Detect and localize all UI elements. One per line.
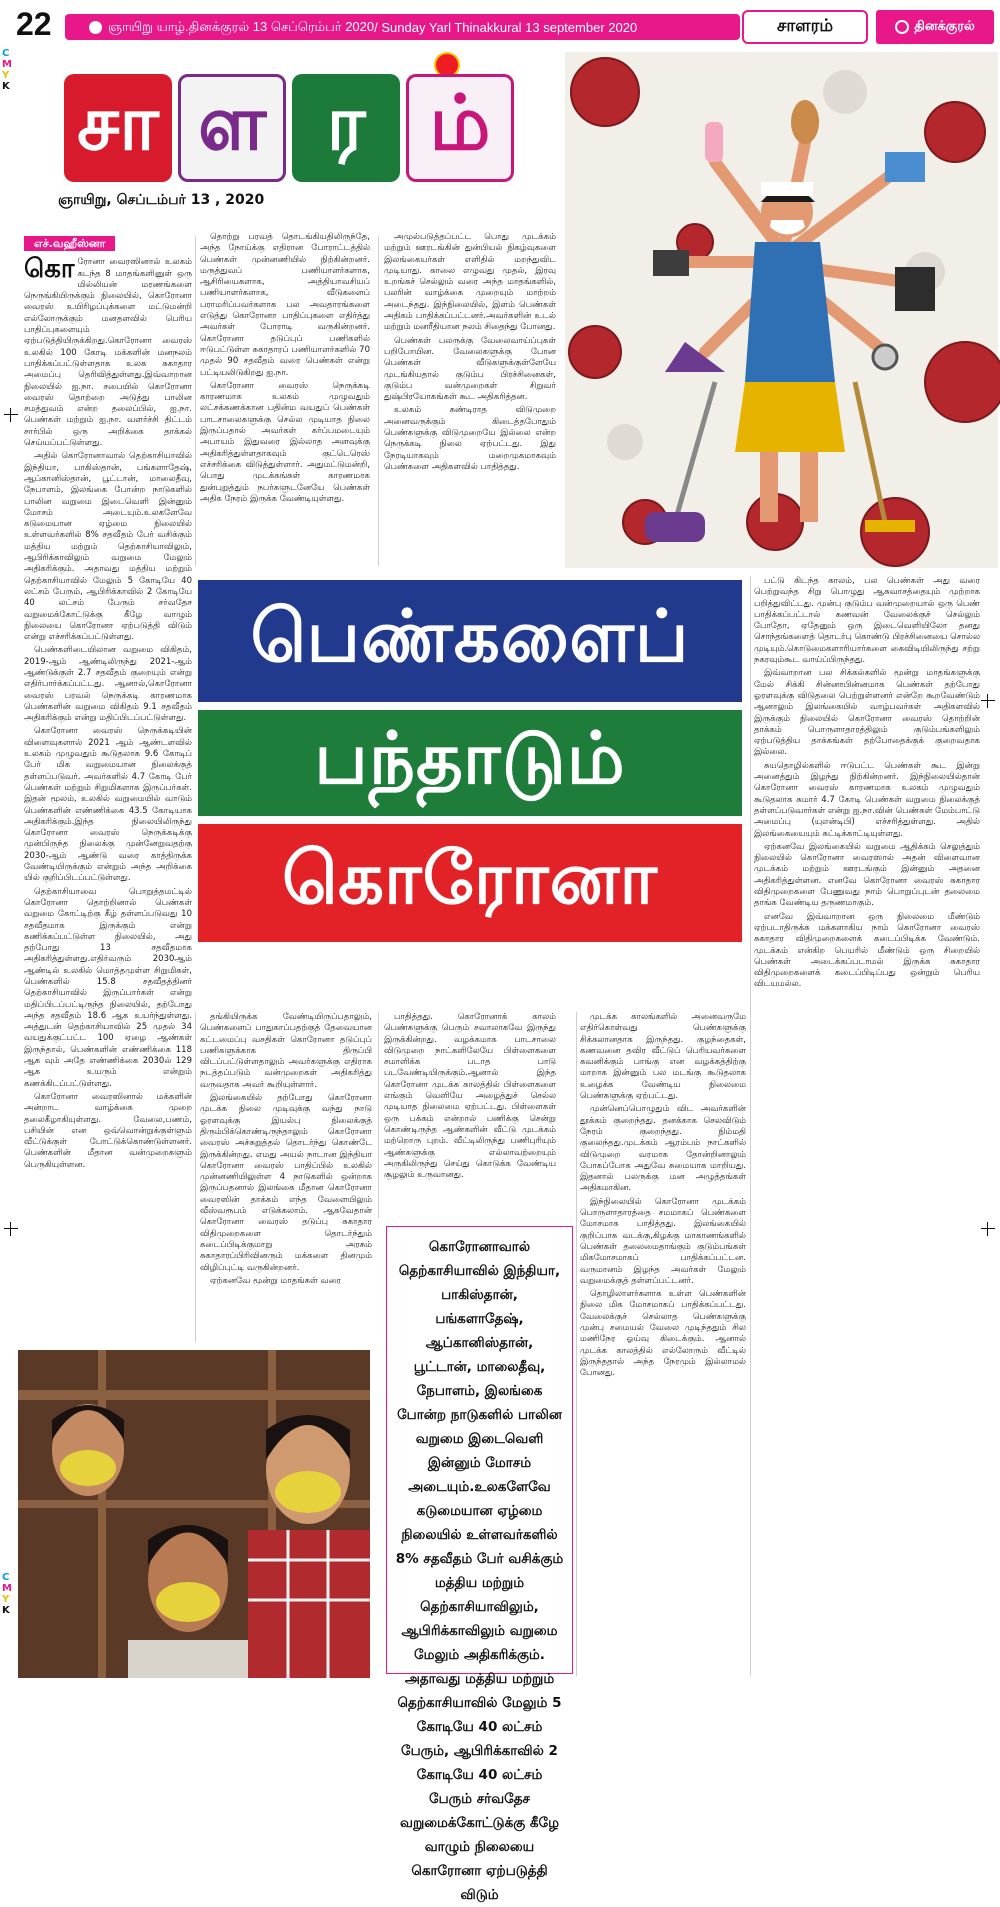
- registration-mark-icon: [981, 1222, 995, 1236]
- column-divider: [195, 1012, 196, 1342]
- paragraph: கொரோனா வைரஸ் நெருக்கடி காரணமாக உலகம் முழுவதும் லட்சக்கணக்கான பதின்ம வயதுப் பெண்கள் பாடசாலைகளுக்கு செல்ல முடியாத நிலை இருப்பதால் அவர்கள் கர்ப்பமடையும் அபாயம் இதுவரை இல்லாத அளவுக்கு அதிகரித்துள்ளதாகவும் குட்டெரெஸ் எச்சரிக்கை விடுத்துள்ளார். அதுமட்டுமன்றி, பொது முடக்கங்கள் காரணமாக துன்புறுத்தும் நபர்களுடனேயே பெண்கள் அதிக நேரம் இருக்க வேண்டியுள்ளது.: [200, 380, 370, 504]
- column-divider: [576, 1012, 577, 1676]
- paragraph: ஏற்கனவே மூன்று மாதங்கள் வரை: [210, 1275, 342, 1286]
- headline-line-2-wrap: [198, 710, 742, 816]
- cmyk-mark-top: C M Y K: [2, 48, 12, 92]
- paragraph: சுயதொழில்களில் ஈடுபட்ட பெண்கள் கூட இன்று அனைத்தும் இழந்து நிற்கின்றனர். இந்நிலையில்தான் கொரோனா வைரஸ் காரணமாக உலகம் முழுவதும் கூடுதலாக சுமார் 4.7 கோடி பெண்கள் வறுமை நிலைக்குத் தள்ளப்படுவார்கள் என்று ஐ.நா.வின் பெண்கள் மேம்பாட்டு அமைப்பு (யுஎன்டிபி) எச்சரித்துள்ளது. அதில் இலங்கையையும் சுட்டிக்காட்டியுள்ளது.: [754, 760, 980, 839]
- paragraph: தொழிலாளர்களாக உள்ள பெண்களின் நிலை மிக மோசமாகப் பாதிக்கப்பட்டது. வேலைக்குச் செல்லாத பெண்களுக்கு முன்பு சமையல் வேலை முடிந்ததும் சில மணிநேர ஓய்வு கிடைக்கும். ஆனால் முடக்க காலத்தில் எல்லோரும் வீட்டில் இருந்ததால் அந்த நேரமும் இல்லாமல் போனது.: [580, 1289, 746, 1379]
- article-column-2-top: [200, 232, 370, 568]
- date-line-tamil: ஞாயிறு யாழ்.தினக்குரல் 13 செப்ரெம்பர் 2020: [108, 18, 375, 34]
- article-column-3-bottom: [384, 1012, 556, 1218]
- date-strip: [65, 14, 740, 40]
- dropcap: கொ: [24, 254, 75, 285]
- paragraph: தெற்காசியாவை பொறுத்தமட்டில் கொரோனா தொற்றினால் பெண்கள் வறுமை கோட்டிற்கு கீழ் தள்ளப்படுவது 10 சதவீதமாக இருக்கும் என்று கணிக்கப்பட்டுள்ள நிலையில், அது தற்போது 13 சதவீதமாக அதிகரித்துள்ளது.எதிர்வரும் 2030ஆம் ஆண்டில் உலகில் மொத்தமுள்ள சிறுமிகள், பெண்களில் 15.8 சதவீதத்தினர் தெற்காசியாவில் இருப்பார்கள் என்று மதிப்பிடப்பட்டிருந்த நிலையில், தற்போது அந்த சதவீதம் 18.6 ஆக உயர்ந்துள்ளது. அத்துடன் தெற்காசியாவில் 25 முதல் 34 வயதுக்குட்பட்ட 100 ஏழை ஆண்கள் இருந்தால், பெண்களின் எண்ணிக்கை 118 ஆக வும் அதே எண்ணிக்கை 2030ல் 129 ஆக உயரும் என்றும் கணக்கிடப்பட்டுள்ளது.: [24, 886, 192, 1089]
- pull-quote-box: [386, 1226, 573, 1903]
- column-divider: [195, 236, 196, 566]
- registration-mark-icon: [4, 1222, 18, 1236]
- headline-line-3: கொரோனா: [198, 824, 742, 942]
- paragraph: இந்நிலையில் கொரோனா முடக்கம் பொருளாதாரத்தை சமமாகப் பெண்களை மோசமாக பாதித்தது. இலங்கையில் குறிப்பாக வடக்கு,கிழக்கு மாகாணங்களில் பெண்கள் தலைமைதாங்கும் குடும்பங்கள் மிகமோசமாகப் பாதிக்கப்பட்டன. வருமானம் இழந்த அவர்கள் மேலும் வறுமைக்குத் தள்ளப்பட்டனர்.: [580, 1196, 746, 1286]
- paragraph: அமுல்படுத்தப்பட்ட பொது முடக்கம் மற்றும் ஊரடங்கின் துன்பியல் நிகழ்வுகளை இலங்கையர்கள் எளிதில் மறந்துவிட முடியாது. காலை எழுவது முதல், இரவு உறங்கச் செல்லும் வரை அந்த மாதங்களில், பலரின் வாழ்க்கை முறையும் மாற்றம் அடைந்தது. இந்நிலையில், இளம் பெண்கள் அதிகம் பாதிக்கப்பட்டனர்.அவர்களின் உடல் மற்றும் மனரீதியான நலம் சிதைந்து போனது.: [384, 232, 556, 333]
- byline: எச்.வஹீஸ்னா: [24, 236, 115, 251]
- multitasking-woman-illustration: [565, 52, 998, 568]
- paragraph: பட்டு கிடந்த காலம், பல பெண்கள் அது வரை பெற்றுவந்த சிறு பொழுது ஆசுவாசத்தையும் முற்றாக பறித்துவிட்டது. முன்பு குடும்ப வன்முறையால் ஒரு பெண் பாதிக்கப்பட்டால் கணவன் வேலைக்குச் செல்லும் போதோ, ஏதேனும் ஒரு இடைவெளியிலோ தனது சொந்தங்களைத் தொடர்பு கொண்டு பிரச்சினையை சொல்ல முடியும்.கொடுமைகளாரியார்களை கைவிடியிலிருந்து சற்று நகரவும்கூட வாய்ப்பிருந்தது.: [754, 576, 980, 666]
- paper-logo: [876, 10, 994, 44]
- masthead-char: ள: [178, 74, 286, 182]
- paragraph: அதில் கொரோனாவால் தெற்காசியாவில் இந்தியா, பாகிஸ்தான், பங்களாதேஷ், ஆப்கானிஸ்தான், பூட்டான், மாலைதீவு, நேபாளம், இலங்கை போன்ற நாடுகளில் பாலின வறுமை இடைவெளி இன்னும் மோசம் அடையும்.உலகளேவே கடுமையான ஏழ்மை நிலையில் உள்ளவர்களில் 8% சதவீதம் பேர் வசிக்கும் மத்திய மற்றும் தெற்காசியாவிலும், ஆபிரிக்காவிலும் வறுமை மேலும் அதிகரிக்கும். அதாவது மத்திய மற்றும் தெற்காசியாவில் மேலும் 5 கோடியே 40 லட்சம் பேரும், ஆபிரிக்காவில் 2 கோடியே 40 லட்சம் பேரும் சர்வதேச வறுமைக்கோட்டுக்கு கீழே வாழும் நிலையை கொரோனா ஏற்படுத்தி விடும் என்று எச்சரிக்கப்பட்டுள்ளது.: [24, 451, 192, 643]
- registration-mark-icon: [981, 694, 995, 708]
- section-tag: சாளரம்: [742, 10, 868, 44]
- page-header: [0, 0, 1000, 52]
- paragraph: ரோனா வைரஸினால் உலகம் கடந்த 8 மாதங்களினுள் ஒரு மில்லியன் மரணங்களை நெருங்கியிருக்கும் நிலையில், கொரோனா வைரஸ் உயிரிழப்புக்களை மட்டுமன்றி எல்லோருக்கும் மனதளவில் பெரிய பாதிப்புகளையும் ஏற்படுத்தியிருக்கிறது.கொரோனா வைரஸ் உலகில் 100 கோடி மக்களின் மனநலம் பாதிக்கப்பட்டுள்ளதாக உலக சுகாதார அமைப்பு தெரிவித்துள்ளது.இவ்வாறான நிலையில் ஐ.நா. சபையில் கொரோனா வைரஸ் தொற்றை அடுத்து பாலின சமத்துவம் என்ற தலைப்பில், ஐ.நா. பெண்கள் மற்றும் ஐ.நா. வளர்ச்சி திட்டம் சார்பில் ஒரு அறிக்கை தாக்கல் செய்யப்பட்டுள்ளது.: [24, 257, 192, 449]
- masthead-char: ர: [292, 74, 400, 182]
- logo-mark-icon: [895, 20, 909, 34]
- page-number: 22: [16, 6, 52, 42]
- column-divider: [378, 236, 379, 566]
- headline-line-2: பந்தாடும்: [198, 710, 742, 816]
- article-column-4: [754, 576, 980, 1676]
- main-headline: [198, 580, 742, 942]
- cmyk-mark-bottom: C M Y K: [2, 1572, 12, 1616]
- masthead-char: ம்: [406, 74, 514, 182]
- paragraph: உலகம் கண்டிராத விடுமுறை அனைவருக்கும் கிடைத்தபோதும் பெண்களுக்கு விடுமுறையே இல்லை என்ற நெருக்கடி நிலை ஏற்பட்டது. இது நேரடியாகவும் மறைமுகமாகவும் பெண்களை அதிகளவில் பாதித்தது.: [384, 405, 556, 472]
- paragraph: ஏற்கனவே இலங்கையில் வறுமை ஆதிக்கம் செலுத்தும் நிலையில் கொரோனா வைரஸால் அதன் விளைவான முடக்கம் மற்றும் ஊரடங்கும் இன்னும் அதனை அதிகரித்துள்ளன. எனவே கொரோனா வைரஸ் சுகாதார விதிமுறைகளை பேணுவது நாம் பொறுப்புடன் தலைமை தாங்க வேண்டிய தருணமாகும்.: [754, 841, 980, 909]
- registration-mark-icon: [4, 408, 18, 422]
- paragraph: பெண்களிடையிலான வறுமை விகிதம், 2019-ஆம் ஆண்டிலிருந்து 2021-ஆம் ஆண்டுக்குள் 2.7 சதவீதம் குறையும் என்று எதிர்பார்க்கப்பட்டது. ஆனால்,கொரோனா வைரஸ் பரவல் நெருக்கடி காரணமாக பெண்களின் வறுமை விகிதம் 9.1 சதவீதம் அதிகரிக்கும் என்று மதிப்பிடப்பட்டுள்ளது.: [24, 645, 192, 724]
- article-column-3-top: [384, 232, 556, 568]
- paragraph: தொற்று பரவத் தொடங்கியதிலிருந்தே, அந்த நோய்க்கு எதிரான போராட்டத்தில் பெண்கள் முன்னணியில் நிற்கின்றனர். மருத்துவப் பணியாளர்களாக, ஆசிரியைகளாக, அத்தியாவசியப் பணியாளர்களாக, வீடுகளைப் பராமரிப்பவர்களாக பல அவதாரங்களை எடுத்து கொரோனா பாதிப்புகளை எதிர்த்து அவர்கள் போராடி வருகின்றனர். கொரோனா தடுப்புப் பணிகளில் ஈடுபட்டுள்ள சுகாதாரப் பணியாளர்களில் 70 முதல் 90 சதவீதம் வரை பெண்கள் என்று பட்டியலிடுகிறது ஐ.நா.: [200, 232, 370, 378]
- masthead-char: சா: [64, 74, 172, 182]
- paragraph: கொரோனா வைரஸினால் மக்களின் அன்றாட வாழ்க்கை முறை தலைகீழாகியுள்ளது. வேலை,பணம், பசியின் என ஒவ்வொன்றுக்குள்ளும் வீட்டுக்குள் போட்டுக்கொண்டுள்ளனர். பெண்களின் மீதான வன்முறைகளும் பெருகியுள்ளன.: [24, 1091, 192, 1170]
- pull-quote-text: கொரோனாவால் தெற்காசியாவில் இந்தியா, பாகிஸ்தான், பங்களாதேஷ், ஆப்கானிஸ்தான், பூட்டான், மாலைதீவு, நேபாளம், இலங்கை போன்ற நாடுகளில் பாலின வறுமை இடைவெளி இன்னும் மோசம் அடையும்.உலகளேவே கடுமையான ஏழ்மை நிலையில் உள்ளவர்களில் 8% சதவீதம் பேர் வசிக்கும் மத்திய மற்றும் தெற்காசியாவிலும், ஆபிரிக்காவிலும் வறுமை மேலும் அதிகரிக்கும். அதாவது மத்திய மற்றும் தெற்காசியாவில் மேலும் 5 கோடியே 40 லட்சம் பேரும், ஆபிரிக்காவில் 2 கோடியே 40 லட்சம் பேரும் சர்வதேச வறுமைக்கோட்டுக்கு கீழே வாழும் நிலையை கொரோனா ஏற்படுத்தி விடும்: [395, 1239, 564, 1903]
- paragraph: பாதித்தது. கொரோனாக் காலம் பெண்களுக்கு பெரும் சவாலாகவே இருந்து இருக்கின்றது. வழக்கமாக பாடசாலை விடுமுறை நாட்களிலேயே பிள்ளைகளை சமாளிக்க படாத பாடு படவேண்டியிருக்கும்.ஆனால் இந்த கொரோனா முடக்க காலத்தில் பிள்ளைகளை எங்கும் வெளியே அழைத்துச் செல்ல முடியாத நிலைமை ஏற்பட்டது. பிள்ளைகள் ஒரு பக்கம் என்றால் பணிக்கு சென்று கொண்டிருந்த ஆண்களின் வீட்டு முடக்கம் மற்றொரு புறம். வீட்டிலிருந்து பணிபுரியும் ஆண்களுக்கு எல்லாவற்றையும் அருகிலிருந்து செய்து கொடுக்க வேண்டிய சூழலும் உருவானது.: [384, 1012, 556, 1181]
- article-column-1: [24, 236, 192, 1346]
- paragraph: இலங்கையில் தற்போது கொரோனா முடக்க நிலை முடிவுக்கு வந்து நாடு ஓரளவுக்கு இயல்பு நிலைக்குத் திரும்பிக்கொண்டிருந்தாலும் கொரோனா வைரஸ் அச்சுறுத்தல் தொடர்ந்து கொண்டே இருக்கின்றது. எமது அயல் நாடான இந்தியா கொரோனா வைரஸ் பாதிப்பில் உலகில் முன்னணியிலுள்ள 4 நாடுகளில் ஒன்றாக இருப்பதனால் இலங்கை மீதான கொரோனா வைரஸின் தாக்கம் எந்த வேளையிலும் வீஸ்வரூபம் எடுக்கலாம். ஆகவேதான் கொரோனா வைரஸ் தடுப்பு சுகாதார விதிமுறைகளை தொடர்ந்தும் கடைப்பிடிக்குமாறு அரசும் சுகாதாரப்பிரிவினரும் மக்களை தினமும் விழிப்புட்டி வருகின்றனர்.: [200, 1093, 372, 1273]
- paper-logo-text: தினக்குரல்: [914, 19, 975, 34]
- date-line-english: / Sunday Yarl Thinakkural 13 september 2020: [374, 19, 638, 35]
- column-divider: [750, 576, 751, 1676]
- hero-illustration: [565, 52, 998, 568]
- paragraph: இவ்வாறான பல சிக்கல்களில் மூன்று மாதங்களுக்கு மேல் சிக்கி சின்னாபின்னமாக பெண்கள் தற்போது ஓரளவுக்கு விடுதலை பெற்றுள்ளனர் என்றே கூறவேண்டும் ஆனாலும் இலங்கையில் வாழ்பவர்கள் அதிகளவில் இருக்கும் நிலையில் கொரோனா வைரஸ் தொற்றின் தாக்கம் பொருளாதாரத்திலும் குடும்பங்களிலும் ஏற்படுத்திய தாக்கங்கள் தற்போதைக்குக் குறைவதாக இல்லை.: [754, 668, 980, 758]
- article-column-2-bottom: [200, 1012, 372, 1342]
- women-masks-photo: [18, 1350, 370, 1678]
- women-in-masks-image: [18, 1350, 370, 1678]
- article-column-5-bottom: [580, 1012, 746, 1676]
- headline-line-1: பெண்களைப்: [198, 580, 742, 702]
- paragraph: முன்னெப்பொழுதும் விட அவர்களின் தூக்கம் குறைந்தது. தனக்காக செலவிடும் நேரம் குறைந்தது. நிம்மதி குலைந்தது.முடக்கம் ஆரம்பம் நாட்களில் விடுமுறை வரமாக தோன்றினாலும் போகப்போக அதுவே சுமையாக மாறியது. இதனால் பலருக்கு மன அழுத்தங்கள் அதிகமாகின.: [580, 1104, 746, 1194]
- paragraph: எனவே இவ்வாறான ஒரு நிலைமை மீண்டும் ஏற்படாதிருக்க மக்களாகிய நாம் கொரோனா வைரஸ் சுகாதார விதிமுறைகளைக் கடைப்பிடிக்க வேண்டும். முடக்கம் என்கிற பெயரில் மீண்டும் ஒரு சிறையில் பெண்கள் அடைக்கப்படாமல் இருக்க சுகாதார விதிமுறைகளைக் கடைப்பிடிப்பது ஒன்றும் பெரிய விடயமல்ல.: [754, 911, 980, 990]
- bullet-icon: [89, 21, 102, 34]
- paragraph: பெண்கள் பலருக்கு வேலைவாய்ப்புகள் பறிபோயின. வேலைகளுக்கு போன பெண்கள் வீடுகளுக்குள்ளேயே முடங்கியதால் குடும்ப பிரச்சினைகள், குடும்ப வன்முறைகள் சிறுவர் துஷ்பிரயோகங்கள் கூட அதிகரித்தன.: [384, 335, 556, 403]
- paragraph: முடக்க காலங்களில் அனைவருமே எதிர்கொள்வது பெண்களுக்கு சிக்கலானதாக இருந்தது. குழந்தைகள், கணவனை தவிர வீட்டுப் பெரியவர்களை கவனிக்கும் பாங்கு என வழக்கத்திற்கு மாறாக இன்னும் பல மடங்கு கூடுதலாக உழைக்க வேண்டிய நிலைமை பெண்களுக்கு ஏற்பட்டது.: [580, 1012, 746, 1102]
- paragraph: கொரோனா வைரஸ் நெருக்கடியின் விளைவுகளால் 2021 ஆம் ஆண்டளவில் உலகம் முழுவதும் கூடுதலாக 9.6 கோடிப் பேர் மிக வறுமையான நிலைக்குத் தள்ளப்படுவர். அவர்களில் 4.7 கோடி பேர் பெண்கள் மற்றும் சிறுமிகளாக இருப்பர்கள். இதன் மூலம், உலகில் வறுமையில் வாடும் பெண்களின் எண்ணிக்கை 43.5 கோடியாக அதிகரிக்கும்.இந்த நிலையிலிருந்து கொரோனா வைரஸ் நெருக்கடிக்கு முன்பிருந்த நிலைக்கு முன்னேறுவதற்கு 2030-ஆம் ஆண்டு வரை காத்திருக்க வேண்டியிருக்கும் என்றும் அந்த அறிக்கை யில் குறிப்பிடப்பட்டுள்ளது.: [24, 726, 192, 884]
- paragraph: தங்கியிருக்க வேண்டியிருப்பதாலும், பெண்களைப் பாதுகாப்பதற்குத் தேவையான கட்டமைப்பு வசதிகள் கொரோனா தடுப்புப் பணிகளுக்காக திருப்பி விடப்பட்டுள்ளதாலும் அவர்களுக்கு எதிராக நடத்தப்படும் வன்முறைகள் அதிகரித்து வருவதாக அவர் கூறியுள்ளார்.: [200, 1012, 372, 1090]
- column-divider: [378, 1012, 379, 1218]
- masthead-title: [64, 74, 520, 182]
- publication-date: ஞாயிறு, செப்டம்பர் 13 , 2020: [58, 192, 265, 208]
